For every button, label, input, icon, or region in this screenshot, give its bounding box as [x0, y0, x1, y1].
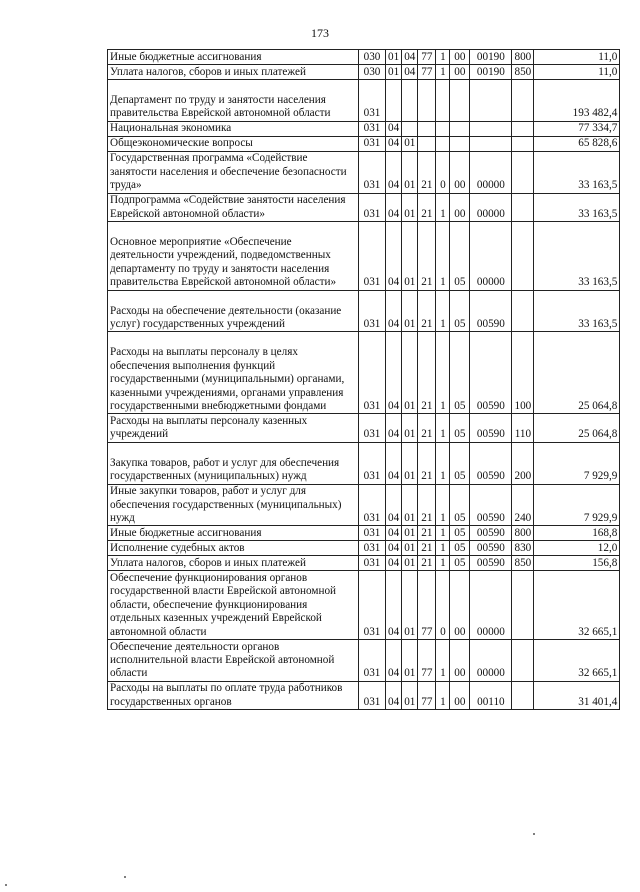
- direction-code-cell: 00000: [470, 639, 512, 681]
- expense-type-code-cell: 110: [512, 414, 534, 442]
- expense-type-code-cell: 850: [512, 556, 534, 571]
- expense-type-code-cell: 240: [512, 484, 534, 526]
- expense-type-code-cell: [512, 639, 534, 681]
- section-code-cell: 04: [386, 332, 402, 414]
- ministry-code-cell: 031: [359, 556, 386, 571]
- subprogram-code-cell: 1: [436, 50, 450, 65]
- expense-name-cell: Иные бюджетные ассигнования: [108, 526, 359, 541]
- program-code-cell: 21: [418, 290, 436, 332]
- expense-type-code-cell: 850: [512, 65, 534, 80]
- expense-name-cell: Закупка товаров, работ и услуг для обеспечения государственных (муниципальных) нужд: [108, 442, 359, 484]
- direction-code-cell: 00590: [470, 332, 512, 414]
- section-code-cell: 04: [386, 526, 402, 541]
- amount-cell: 25 064,8: [534, 332, 620, 414]
- ministry-code-cell: 031: [359, 484, 386, 526]
- ministry-code-cell: 031: [359, 639, 386, 681]
- program-code-cell: 77: [418, 65, 436, 80]
- expense-type-code-cell: 200: [512, 442, 534, 484]
- expense-name-cell: Департамент по труду и занятости населения правительства Еврейской автономной области: [108, 80, 359, 122]
- expense-type-code-cell: [512, 193, 534, 221]
- amount-cell: 25 064,8: [534, 414, 620, 442]
- amount-cell: 168,8: [534, 526, 620, 541]
- subsection-code-cell: 01: [402, 681, 418, 709]
- measure-code-cell: 05: [450, 332, 470, 414]
- measure-code-cell: 00: [450, 681, 470, 709]
- table-row: [108, 151, 620, 193]
- direction-code-cell: [470, 80, 512, 122]
- measure-code-cell: 00: [450, 65, 470, 80]
- subsection-code-cell: 04: [402, 65, 418, 80]
- section-code-cell: 01: [386, 50, 402, 65]
- amount-cell: 33 163,5: [534, 290, 620, 332]
- subsection-code-cell: 01: [402, 442, 418, 484]
- expense-name-cell: Национальная экономика: [108, 121, 359, 136]
- table-row: [108, 193, 620, 221]
- direction-code-cell: 00590: [470, 526, 512, 541]
- program-code-cell: 77: [418, 681, 436, 709]
- scan-speck: [533, 833, 535, 835]
- section-code-cell: 04: [386, 541, 402, 556]
- expense-name-cell: Общеэкономические вопросы: [108, 136, 359, 151]
- table-row: [108, 639, 620, 681]
- subprogram-code-cell: [436, 136, 450, 151]
- table-row: [108, 221, 620, 290]
- table-row: [108, 526, 620, 541]
- expense-name-cell: Иные закупки товаров, работ и услуг для обеспечения государственных (муниципальных) нужд: [108, 484, 359, 526]
- section-code-cell: 04: [386, 484, 402, 526]
- section-code-cell: 04: [386, 556, 402, 571]
- expense-name-cell: Расходы на выплаты персоналу казенных учреждений: [108, 414, 359, 442]
- measure-code-cell: 05: [450, 541, 470, 556]
- expense-name-cell: Основное мероприятие «Обеспечение деятельности учреждений, подведомственных департаменту по труду и занятости населения правительства Еврейской автономной области»: [108, 221, 359, 290]
- table-row: [108, 541, 620, 556]
- program-code-cell: 21: [418, 332, 436, 414]
- direction-code-cell: 00000: [470, 221, 512, 290]
- ministry-code-cell: 031: [359, 151, 386, 193]
- ministry-code-cell: 031: [359, 221, 386, 290]
- subsection-code-cell: 04: [402, 50, 418, 65]
- direction-code-cell: 00590: [470, 484, 512, 526]
- subprogram-code-cell: [436, 80, 450, 122]
- table-row: [108, 50, 620, 65]
- subsection-code-cell: 01: [402, 193, 418, 221]
- amount-cell: 33 163,5: [534, 193, 620, 221]
- table-row: [108, 571, 620, 640]
- expense-name-cell: Расходы на обеспечение деятельности (оказание услуг) государственных учреждений: [108, 290, 359, 332]
- direction-code-cell: 00000: [470, 571, 512, 640]
- ministry-code-cell: 031: [359, 571, 386, 640]
- section-code-cell: 04: [386, 151, 402, 193]
- table-row: [108, 290, 620, 332]
- program-code-cell: 21: [418, 541, 436, 556]
- subprogram-code-cell: 1: [436, 639, 450, 681]
- subsection-code-cell: [402, 121, 418, 136]
- subsection-code-cell: 01: [402, 484, 418, 526]
- direction-code-cell: 00000: [470, 193, 512, 221]
- table-row: [108, 414, 620, 442]
- section-code-cell: 01: [386, 65, 402, 80]
- expense-name-cell: Иные бюджетные ассигнования: [108, 50, 359, 65]
- amount-cell: 12,0: [534, 541, 620, 556]
- subprogram-code-cell: 1: [436, 221, 450, 290]
- program-code-cell: 77: [418, 639, 436, 681]
- measure-code-cell: 05: [450, 442, 470, 484]
- section-code-cell: 04: [386, 193, 402, 221]
- table-row: [108, 484, 620, 526]
- expense-type-code-cell: [512, 290, 534, 332]
- subprogram-code-cell: 1: [436, 442, 450, 484]
- ministry-code-cell: 031: [359, 121, 386, 136]
- ministry-code-cell: 031: [359, 442, 386, 484]
- subprogram-code-cell: 0: [436, 571, 450, 640]
- measure-code-cell: 05: [450, 290, 470, 332]
- measure-code-cell: [450, 80, 470, 122]
- table-row: [108, 442, 620, 484]
- program-code-cell: 77: [418, 571, 436, 640]
- measure-code-cell: [450, 136, 470, 151]
- amount-cell: 33 163,5: [534, 221, 620, 290]
- measure-code-cell: [450, 121, 470, 136]
- table-row: [108, 332, 620, 414]
- subsection-code-cell: 01: [402, 541, 418, 556]
- direction-code-cell: 00590: [470, 442, 512, 484]
- ministry-code-cell: 031: [359, 526, 386, 541]
- expense-name-cell: Исполнение судебных актов: [108, 541, 359, 556]
- subprogram-code-cell: 1: [436, 484, 450, 526]
- budget-table: [107, 49, 620, 710]
- program-code-cell: 21: [418, 442, 436, 484]
- section-code-cell: 04: [386, 136, 402, 151]
- amount-cell: 77 334,7: [534, 121, 620, 136]
- expense-type-code-cell: 800: [512, 526, 534, 541]
- ministry-code-cell: 031: [359, 193, 386, 221]
- expense-type-code-cell: [512, 221, 534, 290]
- table-row: [108, 121, 620, 136]
- direction-code-cell: 00000: [470, 151, 512, 193]
- section-code-cell: 04: [386, 571, 402, 640]
- subprogram-code-cell: 1: [436, 556, 450, 571]
- ministry-code-cell: 031: [359, 681, 386, 709]
- direction-code-cell: 00590: [470, 414, 512, 442]
- ministry-code-cell: 031: [359, 332, 386, 414]
- subprogram-code-cell: 1: [436, 332, 450, 414]
- table-row: [108, 65, 620, 80]
- subsection-code-cell: 01: [402, 136, 418, 151]
- measure-code-cell: 05: [450, 221, 470, 290]
- measure-code-cell: 00: [450, 639, 470, 681]
- subsection-code-cell: 01: [402, 556, 418, 571]
- scan-speck: [5, 884, 7, 886]
- program-code-cell: [418, 121, 436, 136]
- page-number: 173: [311, 26, 329, 40]
- section-code-cell: [386, 80, 402, 122]
- table-row: [108, 136, 620, 151]
- section-code-cell: 04: [386, 681, 402, 709]
- ministry-code-cell: 030: [359, 65, 386, 80]
- direction-code-cell: 00590: [470, 290, 512, 332]
- expense-type-code-cell: [512, 151, 534, 193]
- expense-name-cell: Уплата налогов, сборов и иных платежей: [108, 556, 359, 571]
- subsection-code-cell: [402, 80, 418, 122]
- scan-speck: [124, 876, 126, 878]
- expense-name-cell: Обеспечение деятельности органов исполнительной власти Еврейской автономной области: [108, 639, 359, 681]
- direction-code-cell: 00190: [470, 65, 512, 80]
- subprogram-code-cell: 1: [436, 414, 450, 442]
- amount-cell: 31 401,4: [534, 681, 620, 709]
- expense-type-code-cell: 800: [512, 50, 534, 65]
- program-code-cell: 21: [418, 193, 436, 221]
- ministry-code-cell: 031: [359, 136, 386, 151]
- table-row: [108, 681, 620, 709]
- subprogram-code-cell: 1: [436, 193, 450, 221]
- measure-code-cell: 00: [450, 151, 470, 193]
- measure-code-cell: 00: [450, 571, 470, 640]
- ministry-code-cell: 031: [359, 414, 386, 442]
- amount-cell: 7 929,9: [534, 442, 620, 484]
- subprogram-code-cell: 1: [436, 681, 450, 709]
- measure-code-cell: 00: [450, 193, 470, 221]
- measure-code-cell: 00: [450, 50, 470, 65]
- measure-code-cell: 05: [450, 414, 470, 442]
- ministry-code-cell: 031: [359, 290, 386, 332]
- amount-cell: 32 665,1: [534, 571, 620, 640]
- program-code-cell: [418, 80, 436, 122]
- direction-code-cell: 00190: [470, 50, 512, 65]
- subsection-code-cell: 01: [402, 332, 418, 414]
- expense-type-code-cell: 100: [512, 332, 534, 414]
- ministry-code-cell: 031: [359, 541, 386, 556]
- amount-cell: 193 482,4: [534, 80, 620, 122]
- program-code-cell: 21: [418, 151, 436, 193]
- subprogram-code-cell: [436, 121, 450, 136]
- ministry-code-cell: 031: [359, 80, 386, 122]
- subsection-code-cell: 01: [402, 571, 418, 640]
- expense-type-code-cell: [512, 571, 534, 640]
- measure-code-cell: 05: [450, 556, 470, 571]
- expense-name-cell: Расходы на выплаты по оплате труда работников государственных органов: [108, 681, 359, 709]
- expense-type-code-cell: 830: [512, 541, 534, 556]
- subsection-code-cell: 01: [402, 290, 418, 332]
- expense-type-code-cell: [512, 80, 534, 122]
- subsection-code-cell: 01: [402, 639, 418, 681]
- section-code-cell: 04: [386, 442, 402, 484]
- program-code-cell: 21: [418, 526, 436, 541]
- amount-cell: 33 163,5: [534, 151, 620, 193]
- program-code-cell: 21: [418, 484, 436, 526]
- subprogram-code-cell: 0: [436, 151, 450, 193]
- section-code-cell: 04: [386, 221, 402, 290]
- section-code-cell: 04: [386, 414, 402, 442]
- amount-cell: 7 929,9: [534, 484, 620, 526]
- program-code-cell: 21: [418, 221, 436, 290]
- section-code-cell: 04: [386, 639, 402, 681]
- subprogram-code-cell: 1: [436, 541, 450, 556]
- amount-cell: 11,0: [534, 50, 620, 65]
- direction-code-cell: [470, 121, 512, 136]
- subsection-code-cell: 01: [402, 414, 418, 442]
- expense-name-cell: Подпрограмма «Содействие занятости населения Еврейской автономной области»: [108, 193, 359, 221]
- expense-type-code-cell: [512, 681, 534, 709]
- subprogram-code-cell: 1: [436, 290, 450, 332]
- measure-code-cell: 05: [450, 526, 470, 541]
- expense-name-cell: Государственная программа «Содействие занятости населения и обеспечение безопасности труда»: [108, 151, 359, 193]
- subprogram-code-cell: 1: [436, 526, 450, 541]
- direction-code-cell: 00110: [470, 681, 512, 709]
- subsection-code-cell: 01: [402, 151, 418, 193]
- section-code-cell: 04: [386, 290, 402, 332]
- expense-name-cell: Расходы на выплаты персоналу в целях обеспечения выполнения функций государственными (муниципальными) органами, казенными учреждениями, органами управления государственными внебюджетными фондами: [108, 332, 359, 414]
- subsection-code-cell: 01: [402, 221, 418, 290]
- subsection-code-cell: 01: [402, 526, 418, 541]
- program-code-cell: 21: [418, 414, 436, 442]
- amount-cell: 32 665,1: [534, 639, 620, 681]
- program-code-cell: 21: [418, 556, 436, 571]
- expense-type-code-cell: [512, 136, 534, 151]
- program-code-cell: 77: [418, 50, 436, 65]
- table-row: [108, 80, 620, 122]
- expense-name-cell: Обеспечение функционирования органов государственной власти Еврейской автономной области, обеспечение функционирования отдельных казенных учреждений Еврейской автономной области: [108, 571, 359, 640]
- amount-cell: 65 828,6: [534, 136, 620, 151]
- program-code-cell: [418, 136, 436, 151]
- expense-type-code-cell: [512, 121, 534, 136]
- direction-code-cell: 00590: [470, 541, 512, 556]
- expense-name-cell: Уплата налогов, сборов и иных платежей: [108, 65, 359, 80]
- table-row: [108, 556, 620, 571]
- measure-code-cell: 05: [450, 484, 470, 526]
- amount-cell: 11,0: [534, 65, 620, 80]
- subprogram-code-cell: 1: [436, 65, 450, 80]
- amount-cell: 156,8: [534, 556, 620, 571]
- section-code-cell: 04: [386, 121, 402, 136]
- direction-code-cell: [470, 136, 512, 151]
- direction-code-cell: 00590: [470, 556, 512, 571]
- ministry-code-cell: 030: [359, 50, 386, 65]
